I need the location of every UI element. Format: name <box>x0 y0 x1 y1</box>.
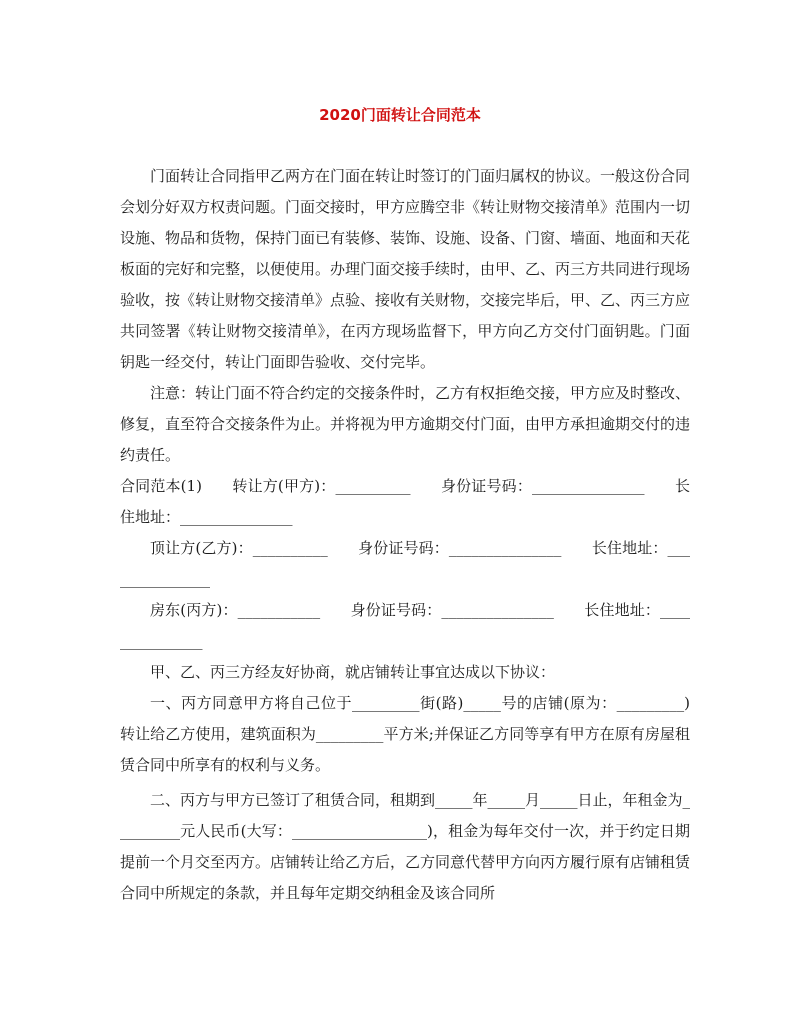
clause-one: 一、丙方同意甲方将自己位于_________街(路)_____号的店铺(原为：_________)转让给乙方使用，建筑面积为_________平方米;并保证乙方同等享有甲方在原有房屋租赁合同中所享有的权利与义务。 <box>120 694 690 774</box>
document-body <box>120 161 690 909</box>
paragraph-note: 注意：转让门面不符合约定的交接条件时，乙方有权拒绝交接，甲方应及时整改、修复，直至符合交接条件为止。并将视为甲方逾期交付门面，由甲方承担逾期交付的违约责任。 <box>120 384 691 464</box>
document-title: 2020门面转让合同范本 <box>319 106 481 124</box>
paragraph-party-b: 顶让方(乙方)：__________ 身份证号码：_______________ 长住地址：_______________ <box>120 539 690 588</box>
paragraph-party-c: 房东(丙方)：___________ 身份证号码：_______________ 长住地址：_______________ <box>120 601 690 650</box>
paragraph-party-a: 合同范本(1) 转让方(甲方)：__________ 身份证号码：_______________ 长住地址：_______________ <box>120 477 690 526</box>
paragraph-intro: 门面转让合同指甲乙两方在门面在转让时签订的门面归属权的协议。一般这份合同会划分好双方权责问题。门面交接时，甲方应腾空非《转让财物交接清单》范围内一切设施、物品和货物，保持门面已有装修、装饰、设施、设备、门窗、墙面、地面和天花板面的完好和完整，以便使用。办理门面交接手续时，由甲、乙、丙三方共同进行现场验收，按《转让财物交接清单》点验、接收有关财物，交接完毕后，甲、乙、丙三方应共同签署《转让财物交接清单》，在丙方现场监督下，甲方向乙方交付门面钥匙。门面钥匙一经交付，转让门面即告验收、交付完毕。 <box>120 167 691 371</box>
clause-two: 二、丙方与甲方已签订了租赁合同，租期到_____年_____月_____日止，年租金为_________元人民币(大写：__________________)，租金为每年交付一次，并于约定日期提前一个月交至丙方。店铺转让给乙方后，乙方同意代替甲方向丙方履行原有店铺租赁合同中所规定的条款，并且每年定期交纳租金及该合同所 <box>120 791 691 902</box>
paragraph-agreement: 甲、乙、丙三方经友好协商，就店铺转让事宜达成以下协议： <box>150 663 556 681</box>
